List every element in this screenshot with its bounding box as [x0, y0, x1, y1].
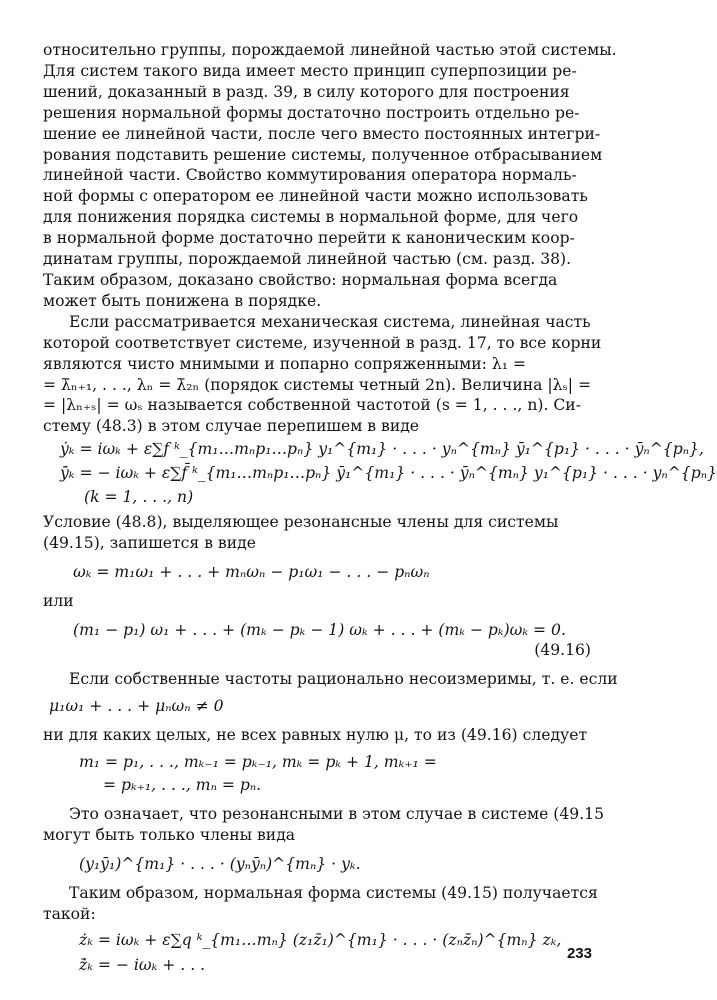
equation-terms: (y₁ȳ₁)^{m₁} · . . . · (yₙȳₙ)^{mₙ} · yₖ. [79, 854, 361, 873]
text-line: стему (48.3) в этом случае перепишем в виде [43, 417, 420, 436]
text-line: Если рассматривается механическая система, линейная часть [69, 312, 591, 331]
equation-line: = pₖ₊₁, . . ., mₙ = pₙ. [103, 776, 262, 794]
equation-m-values [43, 752, 591, 796]
text-line: Таким образом, нормальная форма системы (49.15) получается [69, 883, 598, 902]
equation-line: ẏ̄ₖ = − iωₖ + ε∑f̄ ᵏ_{m₁…mₙp₁…pₙ} ȳ₁^{m₁} · . . . · ȳₙ^{mₙ} y₁^{p₁} · . . . · yₙ^{pₙ} [60, 464, 717, 483]
equation-normal-form [43, 930, 591, 976]
text-line: ни для каких целых, не всех равных нулю μ, то из (49.16) следует [43, 726, 588, 745]
equation-49-16 [43, 620, 591, 662]
text-line: шение ее линейной части, после чего вместо постоянных интегри- [43, 124, 601, 143]
text-line: такой: [43, 904, 96, 923]
text-line: в нормальной форме достаточно перейти к каноническим коор- [43, 229, 575, 248]
equation-resonance: ωₖ = m₁ω₁ + . . . + mₙωₙ − p₁ω₁ − . . . − pₙωₙ [73, 562, 430, 581]
text-line: решения нормальной формы достаточно построить отдельно ре- [43, 103, 580, 122]
text-line: линейной части. Свойство коммутирования оператора нормаль- [43, 166, 577, 185]
text-line: может быть понижена в порядке. [43, 291, 322, 310]
text-line: (49.15), запишется в виде [43, 533, 256, 552]
equation-line: ż̄ₖ = − iωₖ + . . . [79, 956, 206, 975]
equation-range: (k = 1, . . ., n) [84, 488, 194, 507]
word-or: или [43, 591, 74, 610]
text-line: Если собственные частоты рационально несоизмеримы, т. е. если [69, 670, 618, 689]
text-line: = λ̄ₙ₊₁, . . ., λₙ = λ̄₂ₙ (порядок системы четный 2n). Величина |λₛ| = [43, 375, 592, 394]
text-line: = |λₙ₊ₛ| = ωₛ называется собственной частотой (s = 1, . . ., n). Си- [43, 396, 581, 415]
text-line: ной формы с оператором ее линейной части можно использовать [43, 187, 588, 206]
paragraph-resonant-terms [43, 804, 605, 846]
text-line: рования подставить решение системы, полученное отбрасыванием [43, 145, 603, 164]
paragraph-normal-form [43, 883, 598, 925]
text-line: которой соответствует системе, изученной в разд. 17, то все корни [43, 333, 602, 352]
paragraph-superposition [43, 40, 617, 312]
text-line: Таким образом, доказано свойство: нормальная форма всегда [43, 270, 558, 289]
text-column [43, 40, 717, 976]
equation-system [43, 439, 717, 508]
text-line: Условие (48.8), выделяющее резонансные члены для системы [43, 512, 559, 531]
text-line: Это означает, что резонансными в этом случае в системе (49.15 [69, 804, 605, 823]
text-line: динатам группы, порождаемой линейной частью (см. разд. 38). [43, 250, 572, 269]
text-line: для понижения порядка системы в нормальной форме, для чего [43, 208, 579, 227]
equation-line: żₖ = iωₖ + ε∑q ᵏ_{m₁…mₙ} (z₁z̄₁)^{m₁} · . . . · (zₙz̄ₙ)^{mₙ} zₖ, [79, 931, 562, 950]
equation-incommensurable: μ₁ω₁ + . . . + μₙωₙ ≠ 0 [49, 697, 224, 716]
equation-label: (49.16) [534, 641, 591, 660]
page-number: 233 [566, 945, 592, 962]
paragraph-condition [43, 512, 591, 554]
equation-line: ẏₖ = iωₖ + ε∑f ᵏ_{m₁…mₙp₁…pₙ} y₁^{m₁} · . . . · yₙ^{mₙ} ȳ₁^{p₁} · . . . · ȳₙ^{pₙ}, [60, 440, 704, 459]
text-line: являются чисто мнимыми и попарно сопряженными: λ₁ = [43, 354, 526, 373]
paragraph-mechanical-system [43, 312, 602, 437]
text-line: шений, доказанный в разд. 39, в силу которого для построения [43, 82, 570, 101]
text-line: Для систем такого вида имеет место принцип суперпозиции ре- [43, 61, 577, 80]
equation-line: (m₁ − p₁) ω₁ + . . . + (mₖ − pₖ − 1) ωₖ + . . . + (mₖ − pₖ)ωₖ = 0. [73, 620, 566, 639]
text-line: относительно группы, порождаемой линейной частью этой системы. [43, 41, 617, 59]
equation-line: m₁ = p₁, . . ., mₖ₋₁ = pₖ₋₁, mₖ = pₖ + 1, mₖ₊₁ = [79, 753, 437, 772]
text-line: могут быть только члены вида [43, 825, 296, 844]
